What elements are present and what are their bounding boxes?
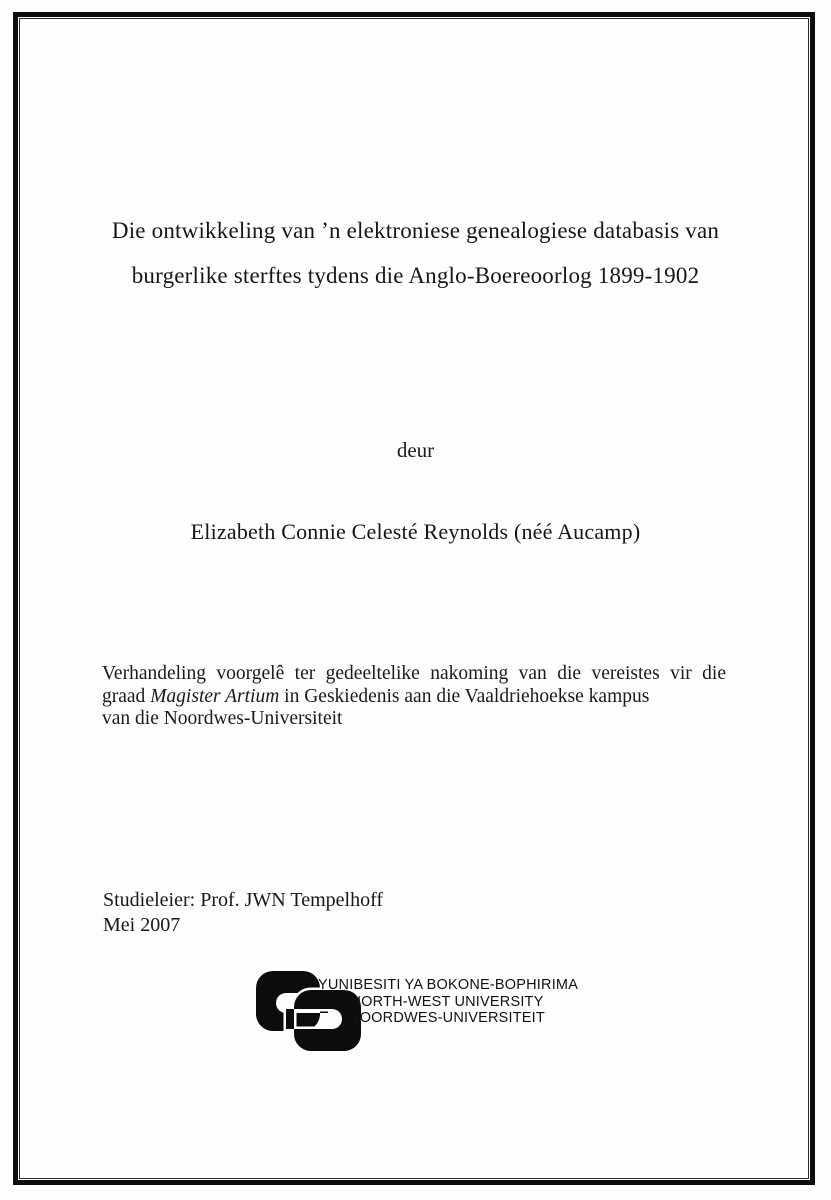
statement-line-2-suffix: in Geskiedenis aan die Vaaldriehoekse kampus (279, 685, 650, 707)
byline-deur: deur (396, 438, 435, 462)
logo-line-2: NORTH-WEST UNIVERSITY (350, 993, 544, 1010)
degree-name-italic: Magister Artium (150, 685, 280, 707)
statement-line-2-prefix: graad (102, 685, 151, 707)
thesis-title-line-1: Die ontwikkeling van ’n elektroniese genealogiese databasis van (111, 218, 720, 243)
submission-statement (102, 663, 726, 731)
author-name: Elizabeth Connie Celesté Reynolds (néé Aucamp) (190, 519, 641, 544)
logo-line-1: YUNIBESITI YA BOKONE-BOPHIRIMA (318, 977, 579, 993)
statement-line-3: van die Noordwes-Universiteit (102, 708, 343, 729)
date-line: Mei 2007 (103, 914, 181, 936)
thesis-title-line-2: burgerlike sterftes tydens die Anglo-Boereoorlog 1899-1902 (131, 263, 700, 288)
thesis-title (76, 208, 756, 298)
university-logo (256, 968, 586, 1058)
logo-wordmark (318, 977, 579, 1027)
supervisor-and-date (103, 888, 383, 938)
logo-line-3: NOORDWES-UNIVERSITEIT (349, 1010, 545, 1026)
statement-line-1: Verhandeling voorgelê ter gedeeltelike nakoming van die vereistes vir die (102, 663, 726, 684)
supervisor-line: Studieleier: Prof. JWN Tempelhoff (103, 889, 384, 911)
statement-line-2 (102, 686, 726, 709)
